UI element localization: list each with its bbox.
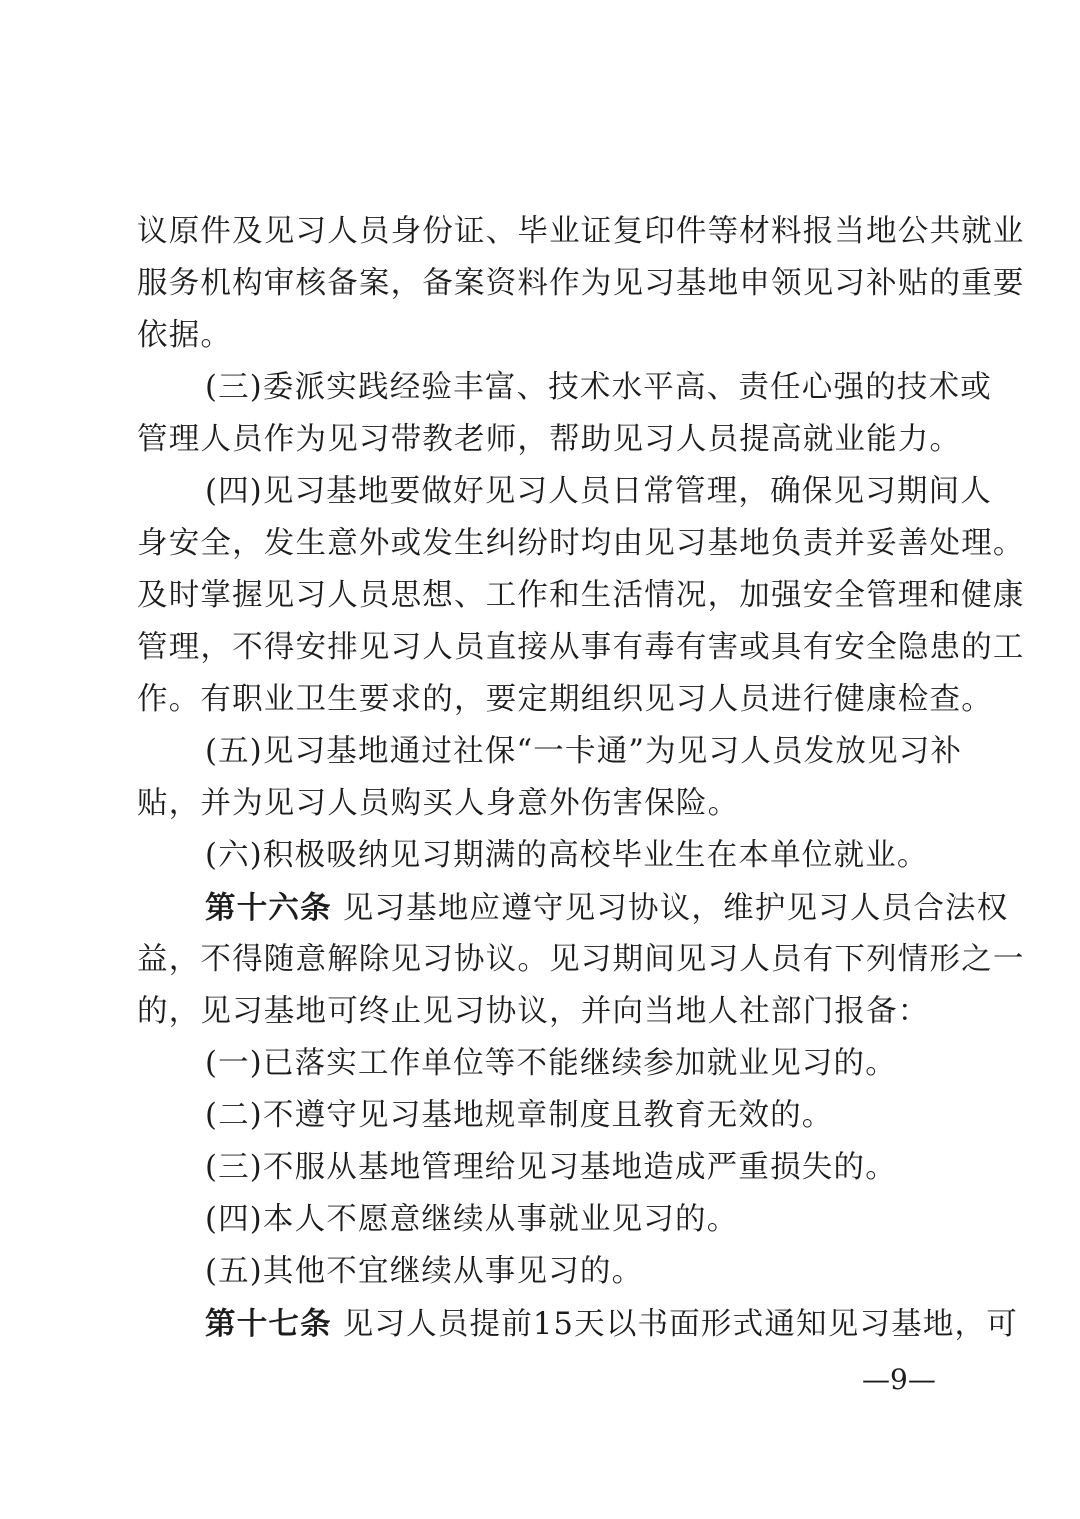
text-line: 议原件及见习人员身份证、毕业证复印件等材料报当地公共就业 bbox=[137, 214, 1025, 249]
article-17-text: 见习人员提前15天以书面形式通知见习基地，可 bbox=[342, 1307, 1018, 1342]
text-line: 的，见习基地可终止见习协议，并向当地人社部门报备： bbox=[137, 994, 930, 1029]
list-item: (三)不服从基地管理给见习基地造成严重损失的。 bbox=[205, 1150, 897, 1185]
article-17-line bbox=[205, 1298, 1018, 1350]
article-17-title: 第十七条 bbox=[205, 1306, 332, 1342]
article-16-title: 第十六条 bbox=[205, 890, 332, 926]
list-item: (二)不遵守见习基地规章制度且教育无效的。 bbox=[205, 1098, 834, 1133]
article-16-line bbox=[205, 882, 1009, 934]
text-line: 作。有职业卫生要求的，要定期组织见习人员进行健康检查。 bbox=[137, 682, 993, 717]
text-line: 益，不得随意解除见习协议。见习期间见习人员有下列情形之一 bbox=[137, 942, 1025, 977]
list-item: (四)本人不愿意继续从事就业见习的。 bbox=[205, 1202, 739, 1237]
list-item: (五)其他不宜继续从事见习的。 bbox=[205, 1254, 644, 1289]
text-line: 依据。 bbox=[137, 318, 233, 353]
text-line: 管理，不得安排见习人员直接从事有毒有害或具有安全隐患的工 bbox=[137, 630, 1025, 665]
text-line: 管理人员作为见习带教老师，帮助见习人员提高就业能力。 bbox=[137, 422, 962, 457]
paragraph-item-5: (五)见习基地通过社保“一卡通”为见习人员发放见习补 bbox=[205, 734, 963, 769]
paragraph-item-6: (六)积极吸纳见习期满的高校毕业生在本单位就业。 bbox=[205, 838, 929, 873]
text-line: 及时掌握见习人员思想、工作和生活情况，加强安全管理和健康 bbox=[137, 578, 1025, 613]
paragraph-item-3: (三)委派实践经验丰富、技术水平高、责任心强的技术或 bbox=[205, 370, 992, 405]
text-line: 贴，并为见习人员购买人身意外伤害保险。 bbox=[137, 786, 740, 821]
list-item: (一)已落实工作单位等不能继续参加就业见习的。 bbox=[205, 1046, 897, 1081]
text-line: 身安全，发生意外或发生纠纷时均由见习基地负责并妥善处理。 bbox=[137, 526, 1025, 561]
page-number: —9— bbox=[862, 1363, 936, 1396]
paragraph-item-4: (四)见习基地要做好见习人员日常管理，确保见习期间人 bbox=[205, 474, 992, 509]
text-line: 服务机构审核备案，备案资料作为见习基地申领见习补贴的重要 bbox=[137, 266, 1025, 301]
article-16-text: 见习基地应遵守见习协议，维护见习人员合法权 bbox=[342, 891, 1009, 926]
